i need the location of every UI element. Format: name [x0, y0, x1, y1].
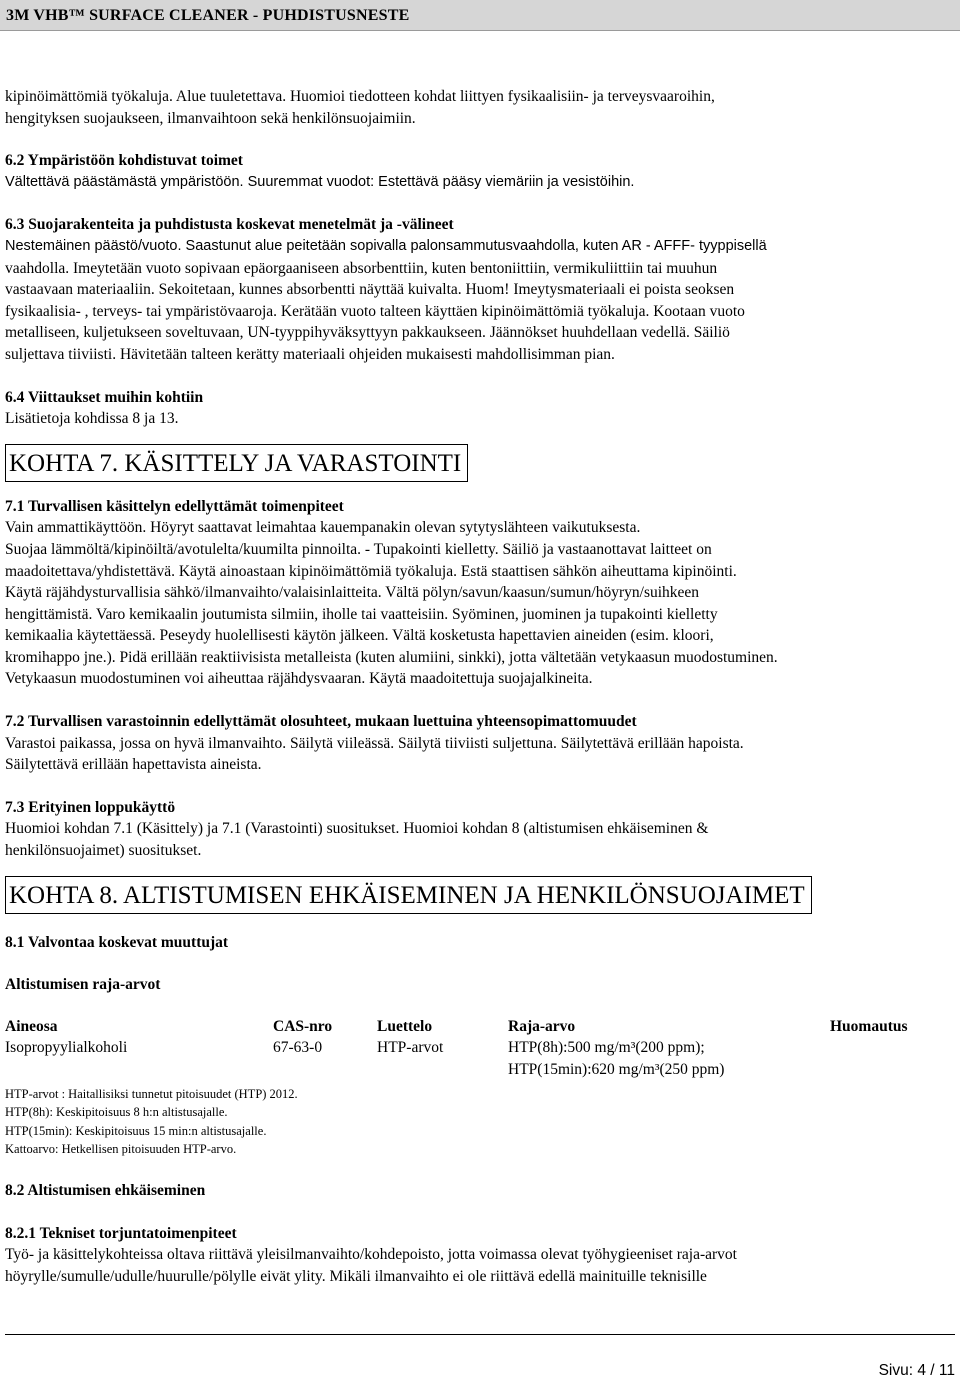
s8-2-heading: 8.2 Altistumisen ehkäiseminen	[5, 1181, 206, 1199]
s6-4-heading: 6.4 Viittaukset muihin kohtiin	[5, 388, 204, 406]
s7-2-line: Varastoi paikassa, jossa on hyvä ilmanvaihto. Säilytä viileässä. Säilytä tiiviisti suljettuna. Säilytettävä erillään hapoista.	[5, 734, 744, 752]
cell-luettelo: HTP-arvot	[377, 1039, 444, 1057]
s7-1-line: hengittämistä. Varo kemikaalin joutumista silmiin, iholle tai vaatteisiin. Syöminen, juominen ja tupakointi kielletty	[5, 605, 718, 623]
col-raja-arvo: Raja-arvo	[508, 1017, 576, 1035]
s7-1-line: Suojaa lämmöltä/kipinöiltä/avotulelta/kuumilta pinnoilta. - Tupakointi kielletty. Säiliö ja vastaanottavat laitteet on	[5, 540, 712, 558]
s7-2-heading: 7.2 Turvallisen varastoinnin edellyttämät olosuhteet, mukaan luettuina yhteensopimattomuudet	[5, 713, 637, 731]
s6-3-heading: 6.3 Suojarakenteita ja puhdistusta koskevat menetelmät ja -välineet	[5, 216, 454, 234]
raja-arvo-line: HTP(8h):500 mg/m³(200 ppm);	[508, 1039, 705, 1057]
s7-2-line: Säilytettävä erillään hapettavista aineista.	[5, 756, 262, 774]
col-cas: CAS-nro	[273, 1017, 333, 1035]
table-note: HTP(15min): Keskipitoisuus 15 min:n altistusajalle.	[5, 1123, 267, 1138]
footer-divider	[5, 1334, 955, 1335]
table-note: HTP(8h): Keskipitoisuus 8 h:n altistusajalle.	[5, 1105, 228, 1120]
s8-2-1-heading: 8.2.1 Tekniset torjuntatoimenpiteet	[5, 1224, 237, 1242]
table-note: HTP-arvot : Haitallisiksi tunnetut pitoisuudet (HTP) 2012.	[5, 1086, 298, 1101]
table-row	[5, 1037, 950, 1080]
s7-3-line: Huomioi kohdan 7.1 (Käsittely) ja 7.1 (Varastointi) suositukset. Huomioi kohdan 8 (altistumisen ehkäiseminen &	[5, 820, 709, 838]
col-aineosa: Aineosa	[5, 1017, 58, 1035]
s6-2-body: Vältettävä päästämästä ympäristöön. Suuremmat vuodot: Estettävä pääsy viemäriin ja vesistöihin.	[5, 173, 635, 190]
s6-3-line: Nestemäinen päästö/vuoto. Saastunut alue peitetään sopivalla palonsammutusvaahdolla, kuten AR - AFFF- tyyppisellä	[5, 237, 767, 254]
s8-2-1-line: Työ- ja käsittelykohteissa oltava riittävä yleisilmanvaihto/kohdepoisto, jotta voimassa olevat työhygieeniset raja-arvot	[5, 1246, 737, 1264]
s8-1-subheading: Altistumisen raja-arvot	[5, 976, 161, 994]
s7-3-line: henkilönsuojaimet) suositukset.	[5, 842, 202, 860]
s6-3-line: vastaavaan materiaaliin. Sekoitetaan, kunnes absorbentti näyttää kuivalta. Huom! Imeytysmateriaali ei poista seoksen	[5, 281, 735, 299]
s6-3-line: suljettava tiiviisti. Hävitetään talteen kerätty materiaali ohjeiden mukaisesti mahdollisimman pian.	[5, 345, 615, 363]
s7-1-line: Vain ammattikäyttöön. Höyryt saattavat leimahtaa kauempanakin olevan sytytyslähteen vaikutuksesta.	[5, 519, 641, 537]
s6-3-line: fysikaalisia- , terveys- tai ympäristövaaroja. Kerätään vuoto talteen käyttäen kipinöimättömiä työkaluja. Kootaan vuoto	[5, 302, 745, 320]
table-header-row	[5, 1016, 950, 1038]
s7-1-line: kemikaalia käytettäessä. Peseydy huolellisesti käytön jälkeen. Vältä kosketusta hapettavien aineiden (esim. kloori,	[5, 627, 714, 645]
s7-1-line: Vetykaasun muodostuminen voi aiheuttaa räjähdysvaaran. Käytä maadoitettuja suojajalkineita.	[5, 670, 593, 688]
s8-1-heading: 8.1 Valvontaa koskevat muuttujat	[5, 933, 229, 951]
table-note: Kattoarvo: Hetkellisen pitoisuuden HTP-arvo.	[5, 1142, 237, 1157]
raja-arvo-line: HTP(15min):620 mg/m³(250 ppm)	[508, 1061, 725, 1078]
cell-huomautus	[830, 1037, 950, 1080]
table-notes	[5, 1085, 955, 1159]
col-luettelo: Luettelo	[377, 1017, 433, 1035]
cell-aineosa: Isopropyylialkoholi	[5, 1039, 128, 1057]
s6-3-line: vaahdolla. Imeytetään vuoto sopivaan epäorgaaniseen absorbenttiin, kuten bentoniittiin, vermikuliittiin tai muuhun	[5, 259, 718, 277]
page-number: Sivu: 4 / 11	[878, 1362, 955, 1379]
exposure-limits-table	[5, 1016, 950, 1081]
s6-4-body: Lisätietoja kohdissa 8 ja 13.	[5, 410, 179, 428]
s7-1-line: kromihappo jne.). Pidä erillään reaktiivisista metalleista (kuten alumiini, sinkki), jotta vältetään vetykaasun muodostuminen.	[5, 648, 778, 666]
s6-1-line: kipinöimättömiä työkaluja. Alue tuuletettava. Huomioi tiedotteen kohdat liittyen fysikaalisiin- ja terveysvaaroihin,	[5, 88, 715, 105]
s7-1-line: Käytä räjähdysturvallisia sähkö/ilmanvaihto/valaisinlaitteita. Vältä pölyn/savun/kaasun/sumun/höyryn/suihkeen	[5, 584, 700, 602]
col-huomautus: Huomautus	[830, 1017, 908, 1035]
cell-cas: 67-63-0	[273, 1039, 323, 1057]
s6-1-line: hengityksen suojaukseen, ilmanvaihtoon sekä henkilönsuojaimiin.	[5, 109, 416, 127]
section-7-title: KOHTA 7. KÄSITTELY JA VARASTOINTI	[5, 444, 468, 482]
cell-raja-arvo	[508, 1037, 830, 1080]
s7-3-heading: 7.3 Erityinen loppukäyttö	[5, 798, 176, 816]
document-body	[5, 86, 955, 1287]
s7-1-line: maadoitettava/yhdistettävä. Käytä ainoastaan kipinöimättömiä työkaluja. Estä staattisen sähkön aiheuttama kipinöinti.	[5, 562, 737, 580]
s6-3-line: metalliseen, kuljetukseen soveltuvaan, UN-tyyppihyväksyttyyn pakkaukseen. Jäännökset huuhdellaan vedellä. Säiliö	[5, 324, 730, 342]
document-header	[0, 0, 960, 31]
section-8-title: KOHTA 8. ALTISTUMISEN EHKÄISEMINEN JA HENKILÖNSUOJAIMET	[5, 876, 812, 914]
document-title: 3M VHB™ SURFACE CLEANER - PUHDISTUSNESTE	[6, 7, 410, 24]
s8-2-1-line: höyrylle/sumulle/udulle/huurulle/pölylle eivät ylity. Mikäli ilmanvaihto ei ole riittävä edellä mainituille teknisille	[5, 1267, 707, 1285]
s6-2-heading: 6.2 Ympäristöön kohdistuvat toimet	[5, 152, 243, 170]
s7-1-heading: 7.1 Turvallisen käsittelyn edellyttämät toimenpiteet	[5, 497, 344, 515]
